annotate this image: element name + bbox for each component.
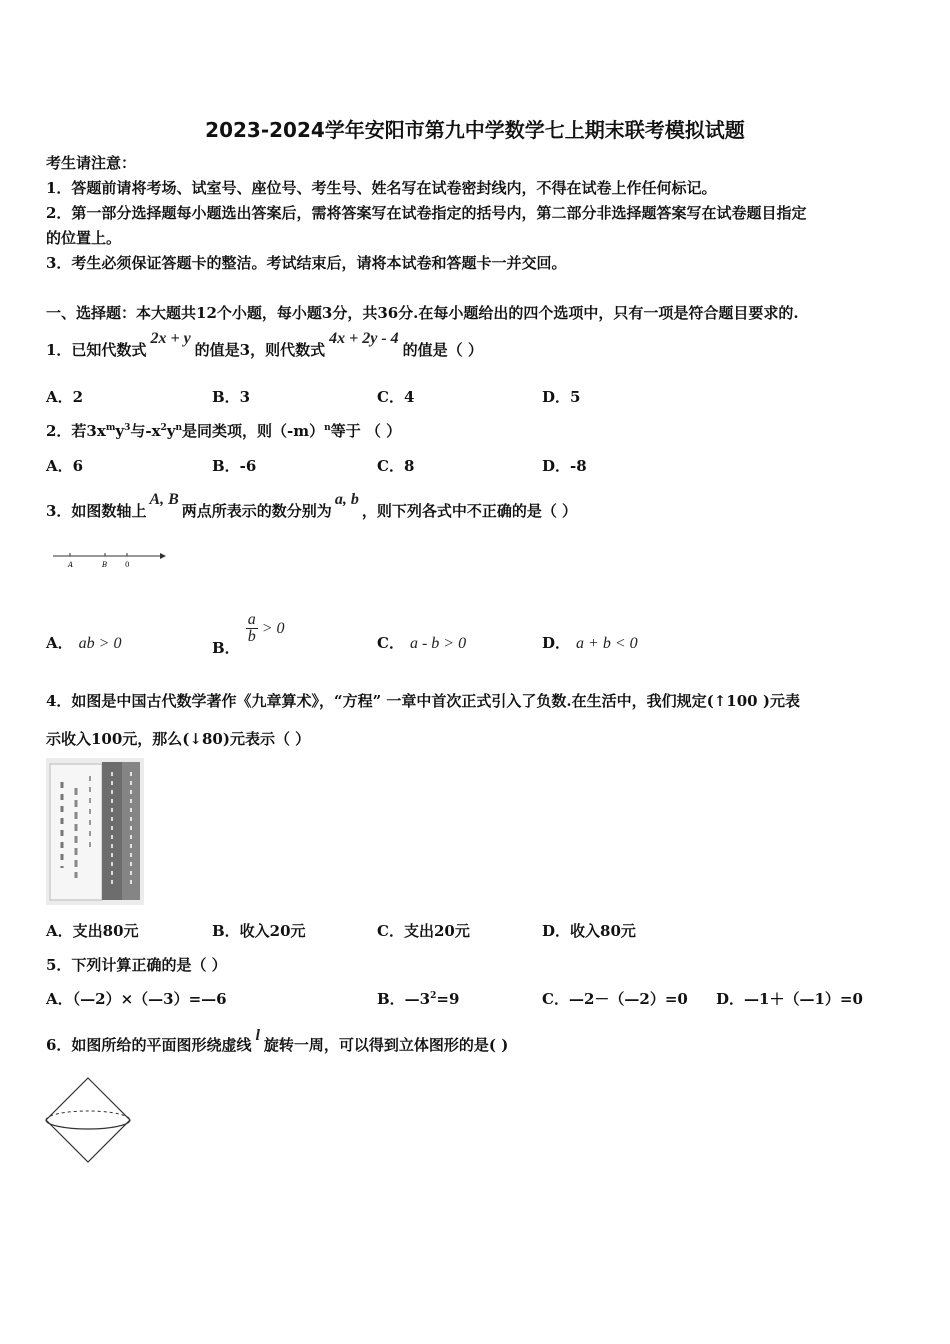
q3-option-a-label: A．	[46, 634, 73, 652]
q2-option-b: B．-6	[212, 457, 257, 475]
q2-sup-3: 2	[160, 423, 167, 433]
q3-option-a-expr: ab > 0	[78, 635, 122, 652]
q4-option-c: C．支出20元	[377, 922, 470, 940]
q3-option-b-label: B．	[212, 638, 240, 657]
q3-option-d-expr: a + b < 0	[576, 635, 638, 652]
book-cover-left	[50, 764, 102, 900]
notice-item-1: 1．答题前请将考场、试室号、座位号、考生号、姓名写在试卷密封线内，不得在试卷上作任何标记。	[46, 179, 717, 197]
q2-option-a: A．6	[46, 457, 84, 475]
q6-variable: l	[255, 1027, 260, 1044]
q3-option-c	[377, 632, 466, 653]
q3-points: A, B	[149, 491, 179, 508]
q2-text-6: 等于 （ ）	[330, 422, 402, 440]
q5-option-b-sup: 2	[430, 991, 437, 1001]
q4-option-d: D．收入80元	[542, 922, 636, 940]
rhombus-figure	[42, 1076, 136, 1168]
q2-text-1: 2．若3x	[46, 422, 106, 440]
q5-option-b	[377, 988, 459, 1009]
q5-option-d: D．—1＋（—1）=0	[716, 990, 863, 1008]
q3-option-c-expr: a - b > 0	[409, 635, 467, 652]
q3-prefix: 3．如图数轴上	[46, 502, 147, 520]
q3-option-a	[46, 632, 121, 653]
q2-option-d: D．-8	[542, 457, 587, 475]
q5-option-a: A．（—2）×（—3）=—6	[46, 990, 227, 1008]
q2-stem	[46, 420, 401, 441]
q1-expr1: 2x + y	[150, 330, 191, 347]
q1-option-b: B．3	[212, 388, 251, 406]
q2-sup-1: m	[105, 423, 116, 433]
fraction-numerator: a	[247, 611, 256, 628]
q5-option-b-rest: =9	[436, 990, 460, 1008]
q1-suffix: 的值是（ ）	[402, 341, 483, 359]
notice-item-2b: 的位置上。	[46, 229, 122, 247]
q5-option-c: C．—2－（—2）=0	[542, 990, 688, 1008]
q3-suffix: ，则下列各式中不正确的是（ ）	[361, 502, 578, 520]
q2-text-3: 与-x	[130, 422, 161, 440]
q2-text-4: y	[166, 422, 176, 440]
q6-prefix: 6．如图所给的平面图形绕虚线	[46, 1036, 252, 1054]
book-photo	[46, 758, 144, 905]
q1-prefix: 1．已知代数式	[46, 341, 147, 359]
q2-sup-2: 3	[124, 423, 131, 433]
notice-item-2a: 2．第一部分选择题每小题选出答案后，需将答案写在试卷指定的括号内，第二部分非选择题答案写在试卷题目指定	[46, 204, 807, 222]
section-heading: 一、选择题：本大题共12个小题，每小题3分，共36分.在每小题给出的四个选项中，只有一项是符合题目要求的.	[46, 304, 799, 322]
q1-stem	[46, 330, 483, 360]
notice-item-3: 3．考生必须保证答题卡的整洁。考试结束后，请将本试卷和答题卡一并交回。	[46, 254, 567, 272]
q1-expr2: 4x + 2y - 4	[329, 330, 399, 347]
axis-label-a: A	[68, 561, 74, 569]
q1-option-c: C．4	[377, 388, 415, 406]
q3-option-b-rest: > 0	[261, 619, 285, 637]
number-line-figure	[50, 548, 170, 572]
fraction-denominator: b	[247, 628, 256, 645]
axis-label-zero: 0	[125, 561, 130, 569]
q3-mid: 两点所表示的数分别为	[181, 502, 332, 520]
q3-option-d	[542, 632, 638, 653]
ellipse-back-arc	[46, 1111, 130, 1120]
q5-option-b-text: B．—3	[377, 990, 431, 1008]
q3-option-b	[212, 611, 285, 657]
q3-option-b-fraction	[246, 612, 258, 645]
q2-sup-5: n	[324, 423, 331, 433]
q3-option-c-label: C．	[377, 634, 404, 652]
q4-option-a: A．支出80元	[46, 922, 139, 940]
page-title: 2023-2024学年安阳市第九中学数学七上期末联考模拟试题	[205, 118, 745, 142]
q4-line-2: 示收入100元，那么(↓80)元表示（ ）	[46, 730, 311, 748]
q1-option-d: D．5	[542, 388, 581, 406]
q2-text-2: y	[115, 422, 125, 440]
q3-stem	[46, 491, 578, 521]
q2-text-5: 是同类项，则（-m）	[182, 422, 325, 440]
q1-mid: 的值是3，则代数式	[194, 341, 326, 359]
rhombus-outline	[46, 1078, 130, 1162]
q4-line-1: 4．如图是中国古代数学著作《九章算术》，“方程” 一章中首次正式引入了负数.在生活中，我们规定(↑100 )元表	[46, 692, 800, 710]
q1-option-a: A．2	[46, 388, 84, 406]
q2-sup-4: n	[175, 423, 183, 433]
number-line-arrow-icon	[160, 553, 166, 559]
q3-values: a, b	[334, 491, 359, 508]
q4-option-b: B．收入20元	[212, 922, 306, 940]
q6-stem	[46, 1027, 509, 1055]
q6-suffix: 旋转一周，可以得到立体图形的是( )	[263, 1036, 509, 1054]
ellipse-front-arc	[46, 1120, 130, 1129]
q3-option-d-label: D．	[542, 634, 571, 652]
axis-label-b: B	[102, 561, 108, 569]
notice-heading: 考生请注意：	[46, 154, 137, 172]
q5-stem: 5．下列计算正确的是（ ）	[46, 956, 227, 974]
q2-option-c: C．8	[377, 457, 415, 475]
